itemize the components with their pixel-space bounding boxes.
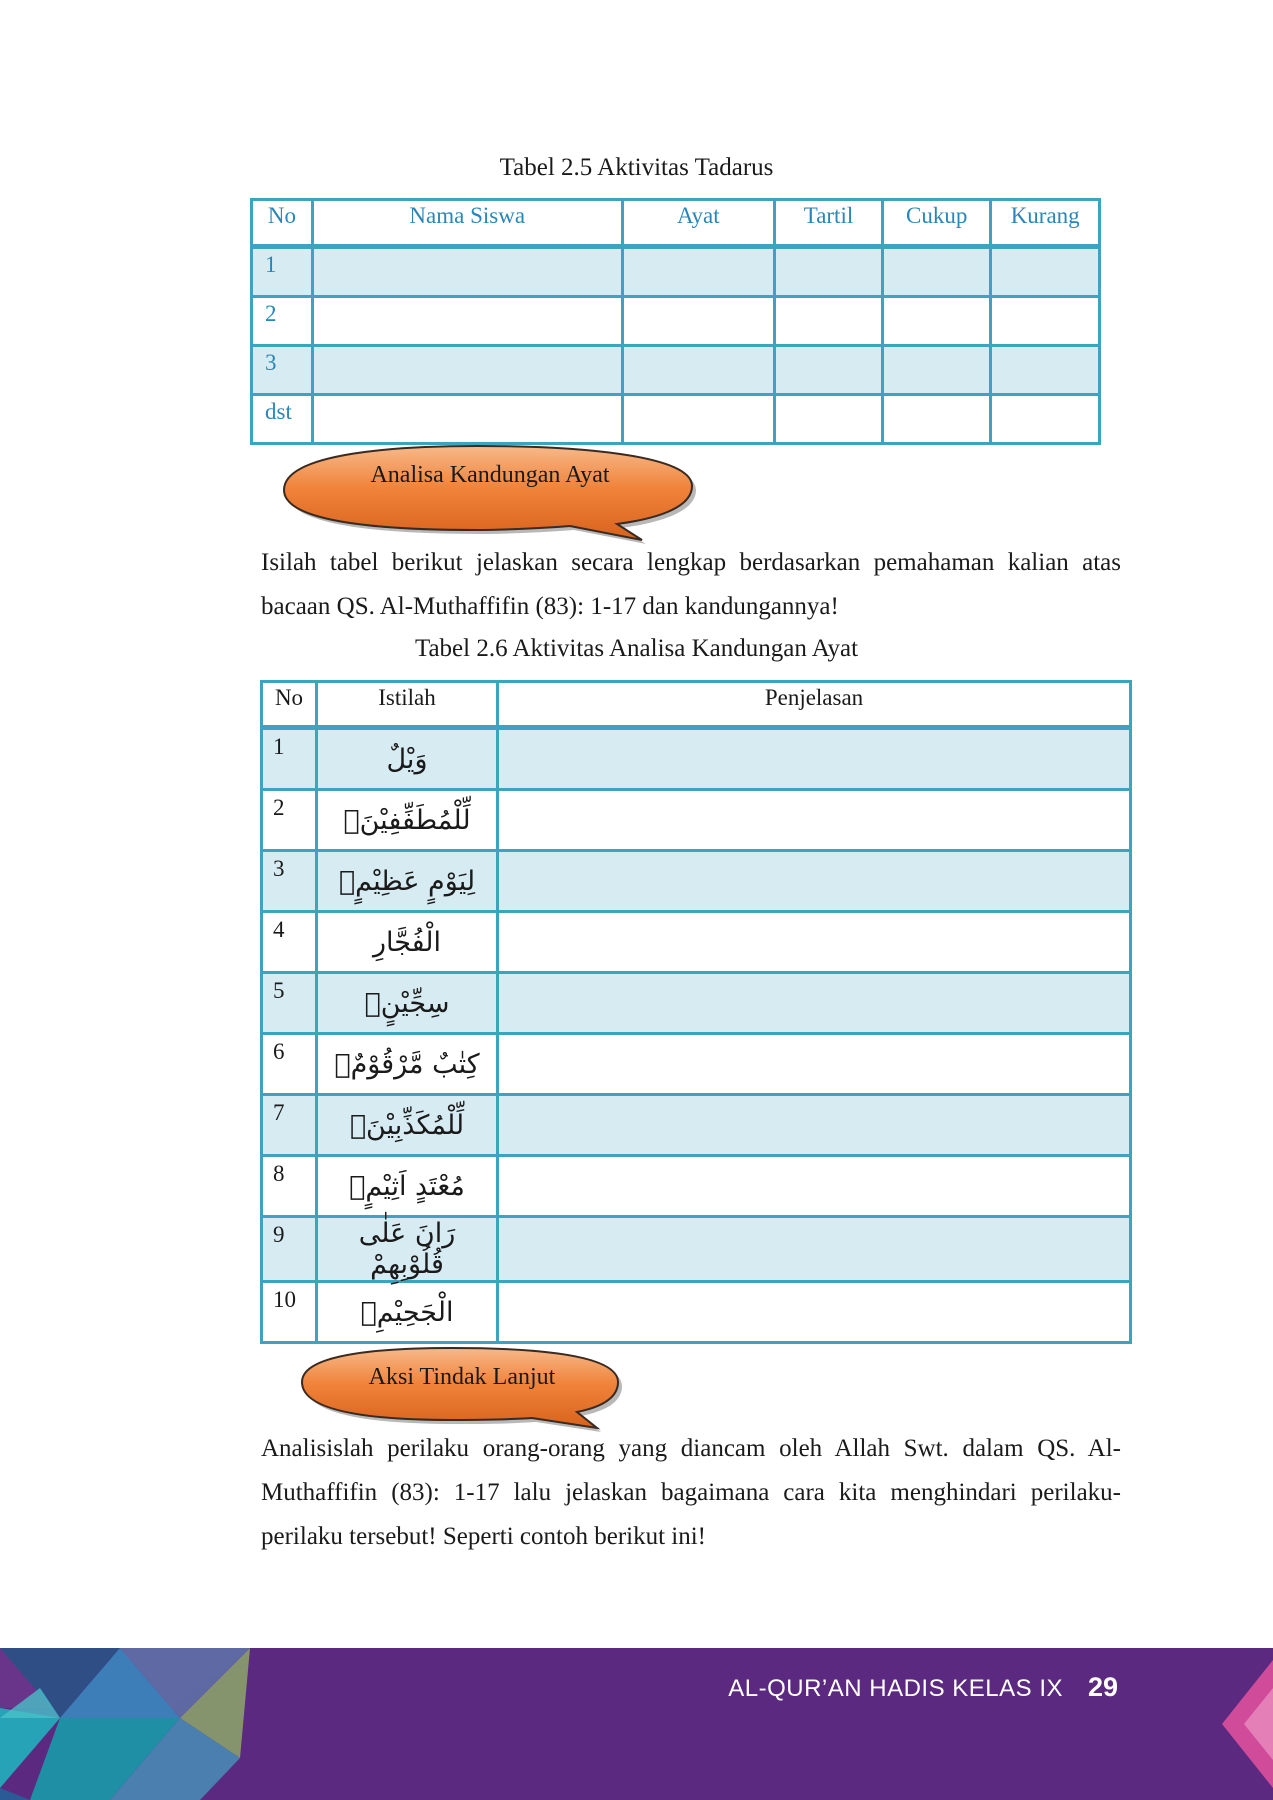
table-row bbox=[262, 973, 1131, 1034]
explanation-cell bbox=[498, 1034, 1131, 1095]
table-row bbox=[262, 1034, 1131, 1095]
arabic-term: لِّلْمُكَذِّبِيْنَۙ bbox=[317, 1095, 498, 1156]
row-number: 7 bbox=[262, 1095, 317, 1156]
cell bbox=[622, 395, 774, 444]
table-tadarus bbox=[250, 198, 1101, 445]
col-nama-siswa: Nama Siswa bbox=[312, 200, 622, 247]
arabic-term: لِيَوْمٍ عَظِيْمٍۙ bbox=[317, 851, 498, 912]
instruction-paragraph-1: Isilah tabel berikut jelaskan secara lengkap berdasarkan pemahaman kalian atas bacaan QS. Al-Muthaffifin (83): 1-17 dan kandungannya! bbox=[261, 549, 1121, 620]
table-row bbox=[252, 297, 1100, 346]
footer-book-title: AL-QUR’AN HADIS KELAS IX bbox=[728, 1675, 1063, 1702]
explanation-cell bbox=[498, 1095, 1131, 1156]
explanation-cell bbox=[498, 1282, 1131, 1343]
table-analisa bbox=[260, 680, 1132, 1344]
explanation-cell bbox=[498, 851, 1131, 912]
row-number: 9 bbox=[262, 1217, 317, 1282]
cell bbox=[775, 297, 883, 346]
row-number: 3 bbox=[252, 346, 313, 395]
explanation-cell bbox=[498, 1217, 1131, 1282]
table-row bbox=[262, 1282, 1131, 1343]
explanation-cell bbox=[498, 912, 1131, 973]
explanation-cell bbox=[498, 1156, 1131, 1217]
cell bbox=[622, 346, 774, 395]
row-number: 2 bbox=[252, 297, 313, 346]
arabic-term: الْجَحِيْمِۗ bbox=[317, 1282, 498, 1343]
cell bbox=[775, 395, 883, 444]
arabic-term: سِجِّيْنٍۗ bbox=[317, 973, 498, 1034]
col-no: No bbox=[252, 200, 313, 247]
row-number: 5 bbox=[262, 973, 317, 1034]
table-row bbox=[262, 1217, 1131, 1282]
table-row bbox=[262, 1156, 1131, 1217]
explanation-cell bbox=[498, 728, 1131, 790]
cell bbox=[622, 247, 774, 297]
col-cukup: Cukup bbox=[883, 200, 991, 247]
row-number: 1 bbox=[262, 728, 317, 790]
arabic-term: لِّلْمُطَفِّفِيْنَۙ bbox=[317, 790, 498, 851]
table-2-5-caption: Tabel 2.5 Aktivitas Tadarus bbox=[499, 154, 774, 181]
col-istilah: Istilah bbox=[317, 682, 498, 728]
cell bbox=[312, 346, 622, 395]
page-number: 29 bbox=[1088, 1672, 1119, 1702]
table-2-6-caption: Tabel 2.6 Aktivitas Analisa Kandungan Ayat bbox=[414, 635, 859, 662]
row-number: 3 bbox=[262, 851, 317, 912]
row-number: 10 bbox=[262, 1282, 317, 1343]
cell bbox=[312, 297, 622, 346]
row-number: dst bbox=[252, 395, 313, 444]
cell bbox=[883, 247, 991, 297]
col-no: No bbox=[262, 682, 317, 728]
cell bbox=[991, 346, 1100, 395]
footer-band bbox=[0, 1648, 1273, 1800]
arabic-term: الْفُجَّارِ bbox=[317, 912, 498, 973]
table-row bbox=[262, 790, 1131, 851]
cell bbox=[883, 346, 991, 395]
cell bbox=[991, 297, 1100, 346]
arabic-term: كِتٰبٌ مَّرْقُوْمٌۗ bbox=[317, 1034, 498, 1095]
cell bbox=[775, 346, 883, 395]
table-row bbox=[252, 395, 1100, 444]
cell bbox=[883, 297, 991, 346]
row-number: 2 bbox=[262, 790, 317, 851]
table-row bbox=[262, 728, 1131, 790]
col-ayat: Ayat bbox=[622, 200, 774, 247]
col-penjelasan: Penjelasan bbox=[498, 682, 1131, 728]
table-row bbox=[262, 1095, 1131, 1156]
explanation-cell bbox=[498, 973, 1131, 1034]
cell bbox=[991, 395, 1100, 444]
cell bbox=[622, 297, 774, 346]
row-number: 4 bbox=[262, 912, 317, 973]
cell bbox=[312, 247, 622, 297]
callout-label-aksi: Aksi Tindak Lanjut bbox=[368, 1364, 556, 1390]
cell bbox=[883, 395, 991, 444]
table-row bbox=[252, 346, 1100, 395]
row-number: 6 bbox=[262, 1034, 317, 1095]
arabic-term: مُعْتَدٍ اَثِيْمٍۙ bbox=[317, 1156, 498, 1217]
explanation-cell bbox=[498, 790, 1131, 851]
row-number: 8 bbox=[262, 1156, 317, 1217]
row-number: 1 bbox=[252, 247, 313, 297]
callout-label-analisa: Analisa Kandungan Ayat bbox=[370, 462, 610, 488]
arabic-term: وَيْلٌ bbox=[317, 728, 498, 790]
callout-bubble-analisa bbox=[272, 440, 712, 545]
cell bbox=[775, 247, 883, 297]
arabic-term: رَانَ عَلٰى قُلُوْبِهِمْ bbox=[317, 1217, 498, 1282]
col-kurang: Kurang bbox=[991, 200, 1100, 247]
table-row bbox=[262, 912, 1131, 973]
cell bbox=[312, 395, 622, 444]
cell bbox=[991, 247, 1100, 297]
table-row bbox=[252, 247, 1100, 297]
col-tartil: Tartil bbox=[775, 200, 883, 247]
instruction-paragraph-2: Analisislah perilaku orang-orang yang diancam oleh Allah Swt. dalam QS. Al-Muthaffifin (83): 1-17 lalu jelaskan bagaimana cara kita menghindari perilaku-perilaku tersebut! Seperti contoh berikut ini! bbox=[261, 1435, 1121, 1550]
table-row bbox=[262, 851, 1131, 912]
